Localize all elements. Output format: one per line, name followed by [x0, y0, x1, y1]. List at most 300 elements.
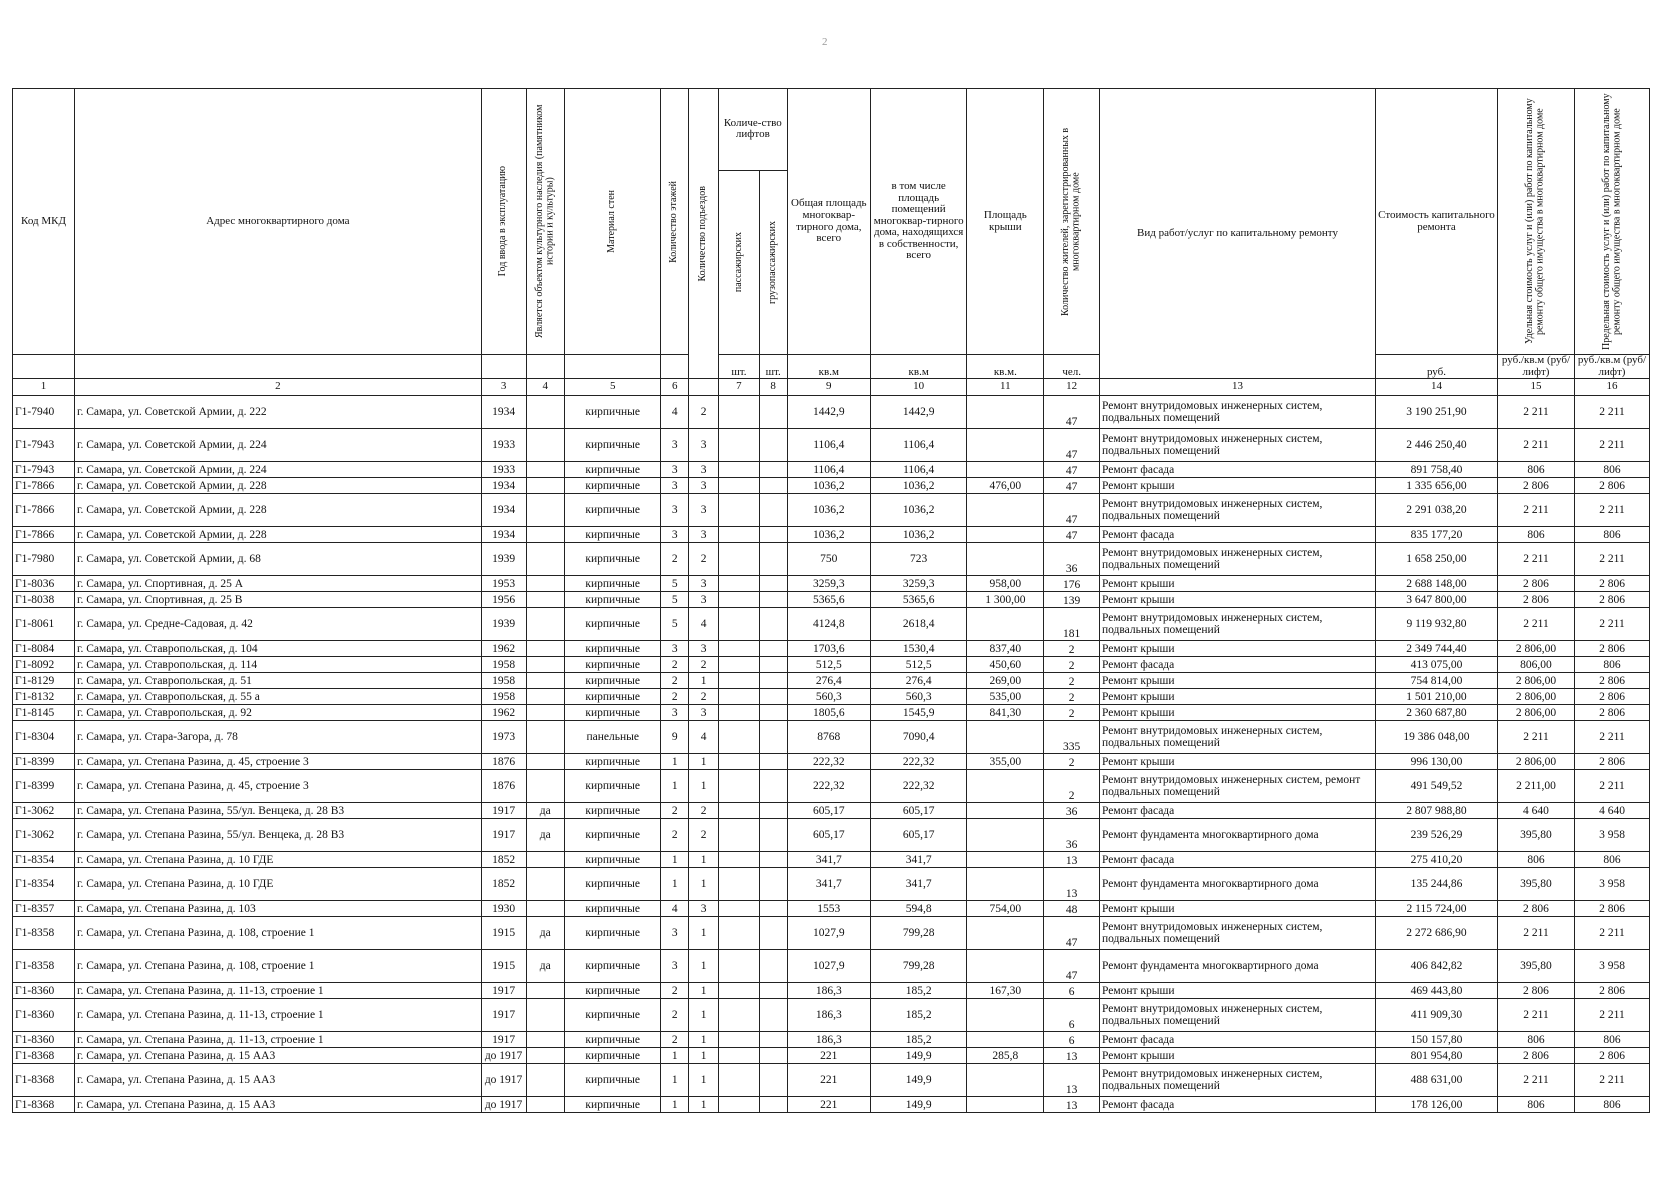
row-unit-cost-cell: 2 211 — [1497, 608, 1574, 641]
row-work-type-cell: Ремонт внутридомовых инженерных систем, подвальных помещений — [1099, 721, 1375, 754]
row-roof-area-cell: 285,8 — [967, 1048, 1044, 1064]
row-work-type-cell: Ремонт внутридомовых инженерных систем, подвальных помещений — [1099, 543, 1375, 576]
row-code-cell: Г1-8038 — [13, 592, 75, 608]
table-row — [13, 819, 1650, 852]
row-total-area-cell: 222,32 — [787, 770, 870, 803]
row-cost-cell: 835 177,20 — [1376, 527, 1498, 543]
row-unit-cost-cell: 2 806,00 — [1497, 705, 1574, 721]
row-residents-cell: 47 — [1044, 494, 1100, 527]
row-owned-area-cell: 341,7 — [871, 868, 967, 901]
row-residents-cell: 139 — [1044, 592, 1100, 608]
row-code-cell: Г1-7943 — [13, 429, 75, 462]
row-material-cell: кирпичные — [565, 1097, 661, 1113]
row-material-cell: кирпичные — [565, 527, 661, 543]
row-work-type-cell: Ремонт крыши — [1099, 592, 1375, 608]
column-number: 3 — [481, 379, 526, 396]
row-unit-cost-cell: 395,80 — [1497, 868, 1574, 901]
row-cost-cell: 2 272 686,90 — [1376, 917, 1498, 950]
table-row — [13, 983, 1650, 999]
unit-lifts-passenger: шт. — [719, 355, 760, 379]
row-entrances-cell: 4 — [689, 608, 719, 641]
row-address-cell: г. Самара, ул. Ставропольская, д. 114 — [75, 657, 482, 673]
row-address-cell: г. Самара, ул. Спортивная, д. 25 А — [75, 576, 482, 592]
row-material-cell: кирпичные — [565, 689, 661, 705]
row-total-area-cell: 1703,6 — [787, 641, 870, 657]
table-row — [13, 396, 1650, 429]
row-cost-cell: 19 386 048,00 — [1376, 721, 1498, 754]
row-unit-cost-cell: 2 211 — [1497, 917, 1574, 950]
row-floors-cell: 2 — [661, 657, 689, 673]
row-year-cell: 1934 — [481, 478, 526, 494]
row-code-cell: Г1-8360 — [13, 1032, 75, 1048]
row-lifts-passenger-cell — [719, 917, 760, 950]
row-max-cost-cell: 2 806 — [1575, 705, 1650, 721]
row-code-cell: Г1-3062 — [13, 819, 75, 852]
row-year-cell: до 1917 — [481, 1064, 526, 1097]
row-entrances-cell: 1 — [689, 950, 719, 983]
column-number: 13 — [1099, 379, 1375, 396]
row-unit-cost-cell: 806 — [1497, 1097, 1574, 1113]
row-owned-area-cell: 1545,9 — [871, 705, 967, 721]
row-code-cell: Г1-8399 — [13, 754, 75, 770]
row-address-cell: г. Самара, ул. Степана Разина, д. 10 ГДЕ — [75, 868, 482, 901]
row-material-cell: кирпичные — [565, 983, 661, 999]
row-material-cell: кирпичные — [565, 1032, 661, 1048]
col-header-lifts: Количе-ство лифтов — [719, 89, 787, 171]
row-floors-cell: 3 — [661, 527, 689, 543]
row-cost-cell: 150 157,80 — [1376, 1032, 1498, 1048]
row-max-cost-cell: 2 806 — [1575, 1048, 1650, 1064]
row-owned-area-cell: 3259,3 — [871, 576, 967, 592]
row-address-cell: г. Самара, ул. Советской Армии, д. 228 — [75, 478, 482, 494]
column-number: 15 — [1497, 379, 1574, 396]
row-entrances-cell: 2 — [689, 803, 719, 819]
row-residents-cell: 36 — [1044, 803, 1100, 819]
row-entrances-cell: 1 — [689, 1097, 719, 1113]
row-owned-area-cell: 149,9 — [871, 1064, 967, 1097]
row-roof-area-cell — [967, 819, 1044, 852]
row-address-cell: г. Самара, ул. Советской Армии, д. 68 — [75, 543, 482, 576]
table-body — [13, 396, 1650, 1113]
row-owned-area-cell: 512,5 — [871, 657, 967, 673]
table-row — [13, 576, 1650, 592]
row-address-cell: г. Самара, ул. Ставропольская, д. 55 а — [75, 689, 482, 705]
row-owned-area-cell: 1106,4 — [871, 462, 967, 478]
unit-total-area: кв.м — [787, 355, 870, 379]
row-unit-cost-cell: 2 806 — [1497, 478, 1574, 494]
row-cost-cell: 754 814,00 — [1376, 673, 1498, 689]
table-row — [13, 543, 1650, 576]
row-entrances-cell: 3 — [689, 478, 719, 494]
row-owned-area-cell: 594,8 — [871, 901, 967, 917]
unit-unit-cost: руб./кв.м (руб/лифт) — [1497, 355, 1574, 379]
row-total-area-cell: 5365,6 — [787, 592, 870, 608]
row-year-cell: 1958 — [481, 673, 526, 689]
row-lifts-cargo-cell — [759, 1064, 787, 1097]
table-row — [13, 917, 1650, 950]
row-code-cell: Г1-3062 — [13, 803, 75, 819]
row-floors-cell: 3 — [661, 494, 689, 527]
row-floors-cell: 2 — [661, 803, 689, 819]
row-year-cell: 1915 — [481, 950, 526, 983]
row-year-cell: 1917 — [481, 983, 526, 999]
row-lifts-passenger-cell — [719, 478, 760, 494]
row-max-cost-cell: 806 — [1575, 527, 1650, 543]
row-floors-cell: 1 — [661, 754, 689, 770]
row-floors-cell: 1 — [661, 1048, 689, 1064]
row-entrances-cell: 1 — [689, 868, 719, 901]
row-residents-cell: 13 — [1044, 1064, 1100, 1097]
row-lifts-cargo-cell — [759, 983, 787, 999]
row-roof-area-cell — [967, 396, 1044, 429]
row-floors-cell: 9 — [661, 721, 689, 754]
row-material-cell: кирпичные — [565, 396, 661, 429]
row-total-area-cell: 3259,3 — [787, 576, 870, 592]
row-work-type-cell: Ремонт крыши — [1099, 705, 1375, 721]
row-residents-cell: 47 — [1044, 527, 1100, 543]
row-owned-area-cell: 149,9 — [871, 1048, 967, 1064]
row-entrances-cell: 3 — [689, 462, 719, 478]
row-heritage-cell — [526, 689, 565, 705]
row-unit-cost-cell: 2 806 — [1497, 983, 1574, 999]
row-total-area-cell: 222,32 — [787, 754, 870, 770]
column-number: 7 — [719, 379, 760, 396]
table-row — [13, 868, 1650, 901]
column-number: 8 — [759, 379, 787, 396]
row-work-type-cell: Ремонт фасада — [1099, 852, 1375, 868]
row-entrances-cell: 1 — [689, 754, 719, 770]
row-code-cell: Г1-7980 — [13, 543, 75, 576]
row-entrances-cell: 1 — [689, 1032, 719, 1048]
row-owned-area-cell: 723 — [871, 543, 967, 576]
row-total-area-cell: 605,17 — [787, 803, 870, 819]
row-floors-cell: 3 — [661, 429, 689, 462]
row-heritage-cell — [526, 462, 565, 478]
row-entrances-cell: 2 — [689, 657, 719, 673]
row-lifts-cargo-cell — [759, 705, 787, 721]
row-total-area-cell: 560,3 — [787, 689, 870, 705]
col-header-floors: Количество этажей — [661, 89, 689, 355]
row-lifts-passenger-cell — [719, 950, 760, 983]
row-entrances-cell: 2 — [689, 543, 719, 576]
row-year-cell: 1876 — [481, 754, 526, 770]
row-material-cell: кирпичные — [565, 543, 661, 576]
row-material-cell: кирпичные — [565, 673, 661, 689]
row-roof-area-cell: 476,00 — [967, 478, 1044, 494]
row-cost-cell: 135 244,86 — [1376, 868, 1498, 901]
row-heritage-cell — [526, 527, 565, 543]
row-material-cell: кирпичные — [565, 592, 661, 608]
row-lifts-passenger-cell — [719, 673, 760, 689]
row-unit-cost-cell: 2 211 — [1497, 429, 1574, 462]
table-row — [13, 999, 1650, 1032]
row-heritage-cell — [526, 576, 565, 592]
row-work-type-cell: Ремонт фундамента многоквартирного дома — [1099, 868, 1375, 901]
row-total-area-cell: 605,17 — [787, 819, 870, 852]
row-max-cost-cell: 2 211 — [1575, 429, 1650, 462]
row-work-type-cell: Ремонт крыши — [1099, 641, 1375, 657]
row-floors-cell: 4 — [661, 901, 689, 917]
row-heritage-cell — [526, 705, 565, 721]
row-year-cell: 1852 — [481, 852, 526, 868]
row-residents-cell: 2 — [1044, 705, 1100, 721]
row-owned-area-cell: 149,9 — [871, 1097, 967, 1113]
page-number: 2 — [822, 36, 828, 48]
row-work-type-cell: Ремонт внутридомовых инженерных систем, подвальных помещений — [1099, 396, 1375, 429]
row-lifts-passenger-cell — [719, 770, 760, 803]
row-owned-area-cell: 560,3 — [871, 689, 967, 705]
row-unit-cost-cell: 2 211 — [1497, 999, 1574, 1032]
row-address-cell: г. Самара, ул. Степана Разина, д. 10 ГДЕ — [75, 852, 482, 868]
row-owned-area-cell: 605,17 — [871, 819, 967, 852]
row-floors-cell: 5 — [661, 592, 689, 608]
row-cost-cell: 996 130,00 — [1376, 754, 1498, 770]
row-floors-cell: 1 — [661, 868, 689, 901]
row-residents-cell: 36 — [1044, 543, 1100, 576]
row-address-cell: г. Самара, ул. Степана Разина, д. 15 АА3 — [75, 1048, 482, 1064]
row-heritage-cell — [526, 901, 565, 917]
row-cost-cell: 2 807 988,80 — [1376, 803, 1498, 819]
row-floors-cell: 3 — [661, 641, 689, 657]
row-lifts-cargo-cell — [759, 641, 787, 657]
table-row — [13, 901, 1650, 917]
column-number-row — [13, 379, 1650, 396]
row-floors-cell: 2 — [661, 543, 689, 576]
row-max-cost-cell: 2 211 — [1575, 721, 1650, 754]
table-row — [13, 852, 1650, 868]
row-total-area-cell: 1805,6 — [787, 705, 870, 721]
row-residents-cell: 6 — [1044, 1032, 1100, 1048]
table-row — [13, 803, 1650, 819]
row-total-area-cell: 1553 — [787, 901, 870, 917]
row-unit-cost-cell: 2 806,00 — [1497, 689, 1574, 705]
row-residents-cell: 6 — [1044, 999, 1100, 1032]
row-year-cell: 1956 — [481, 592, 526, 608]
row-total-area-cell: 512,5 — [787, 657, 870, 673]
row-heritage-cell — [526, 852, 565, 868]
row-entrances-cell: 3 — [689, 641, 719, 657]
row-lifts-cargo-cell — [759, 803, 787, 819]
row-year-cell: 1962 — [481, 705, 526, 721]
row-year-cell: 1939 — [481, 543, 526, 576]
unit-lifts-cargo: шт. — [759, 355, 787, 379]
row-max-cost-cell: 2 211 — [1575, 494, 1650, 527]
row-work-type-cell: Ремонт внутридомовых инженерных систем, подвальных помещений — [1099, 608, 1375, 641]
table-row — [13, 592, 1650, 608]
row-unit-cost-cell: 2 806 — [1497, 576, 1574, 592]
row-year-cell: до 1917 — [481, 1048, 526, 1064]
column-number: 11 — [967, 379, 1044, 396]
table-row — [13, 950, 1650, 983]
row-lifts-passenger-cell — [719, 462, 760, 478]
row-code-cell: Г1-8360 — [13, 999, 75, 1032]
row-address-cell: г. Самара, ул. Степана Разина, 55/ул. Венцека, д. 28 В3 — [75, 819, 482, 852]
row-unit-cost-cell: 806 — [1497, 527, 1574, 543]
row-lifts-passenger-cell — [719, 999, 760, 1032]
row-heritage-cell — [526, 721, 565, 754]
row-total-area-cell: 221 — [787, 1097, 870, 1113]
col-header-unit-cost: Удельная стоимость услуг и (или) работ по капитальному ремонту общего имущества в многоквартирном доме — [1497, 89, 1574, 355]
row-address-cell: г. Самара, ул. Степана Разина, д. 15 АА3 — [75, 1064, 482, 1097]
row-lifts-passenger-cell — [719, 754, 760, 770]
row-max-cost-cell: 2 211 — [1575, 608, 1650, 641]
row-lifts-passenger-cell — [719, 543, 760, 576]
row-cost-cell: 469 443,80 — [1376, 983, 1498, 999]
row-roof-area-cell — [967, 608, 1044, 641]
table-row — [13, 721, 1650, 754]
row-heritage-cell — [526, 641, 565, 657]
column-number: 12 — [1044, 379, 1100, 396]
row-cost-cell: 2 349 744,40 — [1376, 641, 1498, 657]
row-heritage-cell — [526, 592, 565, 608]
row-roof-area-cell — [967, 999, 1044, 1032]
row-roof-area-cell — [967, 770, 1044, 803]
row-cost-cell: 2 688 148,00 — [1376, 576, 1498, 592]
row-roof-area-cell — [967, 1064, 1044, 1097]
row-roof-area-cell: 958,00 — [967, 576, 1044, 592]
row-residents-cell: 47 — [1044, 478, 1100, 494]
row-roof-area-cell — [967, 527, 1044, 543]
row-material-cell: кирпичные — [565, 868, 661, 901]
row-year-cell: 1962 — [481, 641, 526, 657]
row-cost-cell: 178 126,00 — [1376, 1097, 1498, 1113]
col-header-entrances: Количество подъездов — [689, 89, 719, 379]
row-max-cost-cell: 2 211 — [1575, 770, 1650, 803]
row-lifts-cargo-cell — [759, 999, 787, 1032]
row-max-cost-cell: 2 806 — [1575, 754, 1650, 770]
row-roof-area-cell: 355,00 — [967, 754, 1044, 770]
table-row — [13, 1048, 1650, 1064]
row-code-cell: Г1-7866 — [13, 494, 75, 527]
row-owned-area-cell: 222,32 — [871, 754, 967, 770]
unit-owned-area: кв.м — [871, 355, 967, 379]
row-residents-cell: 2 — [1044, 641, 1100, 657]
row-lifts-passenger-cell — [719, 576, 760, 592]
row-work-type-cell: Ремонт крыши — [1099, 901, 1375, 917]
row-roof-area-cell — [967, 868, 1044, 901]
row-max-cost-cell: 3 958 — [1575, 868, 1650, 901]
col-header-max-cost: Предельная стоимость услуг и (или) работ по капитальному ремонту общего имущества в многоквартирном доме — [1575, 89, 1650, 355]
row-lifts-cargo-cell — [759, 657, 787, 673]
row-owned-area-cell: 1036,2 — [871, 527, 967, 543]
unit-residents: чел. — [1044, 355, 1100, 379]
row-floors-cell: 1 — [661, 770, 689, 803]
row-code-cell: Г1-7866 — [13, 527, 75, 543]
row-total-area-cell: 1036,2 — [787, 478, 870, 494]
row-heritage-cell — [526, 999, 565, 1032]
row-work-type-cell: Ремонт внутридомовых инженерных систем, подвальных помещений — [1099, 1064, 1375, 1097]
row-total-area-cell: 1027,9 — [787, 950, 870, 983]
row-lifts-passenger-cell — [719, 1097, 760, 1113]
row-total-area-cell: 341,7 — [787, 868, 870, 901]
row-residents-cell: 13 — [1044, 1048, 1100, 1064]
row-residents-cell: 181 — [1044, 608, 1100, 641]
col-header-address: Адрес многоквартирного дома — [75, 89, 482, 355]
row-max-cost-cell: 2 806 — [1575, 641, 1650, 657]
row-cost-cell: 1 501 210,00 — [1376, 689, 1498, 705]
row-lifts-cargo-cell — [759, 1032, 787, 1048]
row-address-cell: г. Самара, ул. Ставропольская, д. 104 — [75, 641, 482, 657]
row-entrances-cell: 1 — [689, 770, 719, 803]
row-heritage-cell — [526, 1064, 565, 1097]
row-lifts-passenger-cell — [719, 527, 760, 543]
column-number: 1 — [13, 379, 75, 396]
row-unit-cost-cell: 806 — [1497, 1032, 1574, 1048]
row-work-type-cell: Ремонт внутридомовых инженерных систем, подвальных помещений — [1099, 999, 1375, 1032]
row-total-area-cell: 186,3 — [787, 999, 870, 1032]
row-entrances-cell: 3 — [689, 494, 719, 527]
row-lifts-passenger-cell — [719, 657, 760, 673]
row-lifts-cargo-cell — [759, 868, 787, 901]
row-roof-area-cell — [967, 803, 1044, 819]
row-year-cell: 1933 — [481, 429, 526, 462]
row-roof-area-cell — [967, 917, 1044, 950]
row-unit-cost-cell: 2 806 — [1497, 592, 1574, 608]
row-max-cost-cell: 2 211 — [1575, 1064, 1650, 1097]
row-year-cell: 1876 — [481, 770, 526, 803]
row-owned-area-cell: 341,7 — [871, 852, 967, 868]
table-row — [13, 478, 1650, 494]
row-floors-cell: 2 — [661, 673, 689, 689]
row-heritage-cell: да — [526, 819, 565, 852]
row-cost-cell: 275 410,20 — [1376, 852, 1498, 868]
row-max-cost-cell: 806 — [1575, 852, 1650, 868]
table-row — [13, 770, 1650, 803]
col-header-material: Материал стен — [565, 89, 661, 355]
row-work-type-cell: Ремонт внутридомовых инженерных систем, подвальных помещений — [1099, 917, 1375, 950]
row-address-cell: г. Самара, ул. Степана Разина, д. 15 АА3 — [75, 1097, 482, 1113]
row-lifts-cargo-cell — [759, 478, 787, 494]
row-residents-cell: 48 — [1044, 901, 1100, 917]
row-cost-cell: 2 291 038,20 — [1376, 494, 1498, 527]
col-header-lifts-passenger: пассажирских — [719, 170, 760, 354]
row-work-type-cell: Ремонт крыши — [1099, 478, 1375, 494]
table-row — [13, 1097, 1650, 1113]
row-address-cell: г. Самара, ул. Советской Армии, д. 224 — [75, 429, 482, 462]
row-residents-cell: 2 — [1044, 673, 1100, 689]
unit-max-cost: руб./кв.м (руб/лифт) — [1575, 355, 1650, 379]
row-lifts-passenger-cell — [719, 494, 760, 527]
row-heritage-cell — [526, 657, 565, 673]
row-residents-cell: 13 — [1044, 852, 1100, 868]
row-floors-cell: 3 — [661, 478, 689, 494]
column-number: 9 — [787, 379, 870, 396]
row-code-cell: Г1-7943 — [13, 462, 75, 478]
col-header-residents: Количество жителей, зарегистрированных в многоквартирном доме — [1044, 89, 1100, 355]
row-heritage-cell — [526, 429, 565, 462]
row-work-type-cell: Ремонт фасада — [1099, 657, 1375, 673]
row-residents-cell: 2 — [1044, 770, 1100, 803]
row-code-cell: Г1-8084 — [13, 641, 75, 657]
row-floors-cell: 1 — [661, 852, 689, 868]
table-row — [13, 429, 1650, 462]
row-heritage-cell — [526, 673, 565, 689]
row-residents-cell: 13 — [1044, 1097, 1100, 1113]
row-residents-cell: 47 — [1044, 462, 1100, 478]
row-work-type-cell: Ремонт крыши — [1099, 1048, 1375, 1064]
row-entrances-cell: 2 — [689, 819, 719, 852]
row-material-cell: кирпичные — [565, 429, 661, 462]
row-residents-cell: 13 — [1044, 868, 1100, 901]
row-residents-cell: 2 — [1044, 754, 1100, 770]
row-unit-cost-cell: 2 211 — [1497, 721, 1574, 754]
row-cost-cell: 406 842,82 — [1376, 950, 1498, 983]
row-work-type-cell: Ремонт крыши — [1099, 689, 1375, 705]
row-heritage-cell — [526, 543, 565, 576]
row-owned-area-cell: 276,4 — [871, 673, 967, 689]
row-owned-area-cell: 1530,4 — [871, 641, 967, 657]
row-entrances-cell: 3 — [689, 527, 719, 543]
